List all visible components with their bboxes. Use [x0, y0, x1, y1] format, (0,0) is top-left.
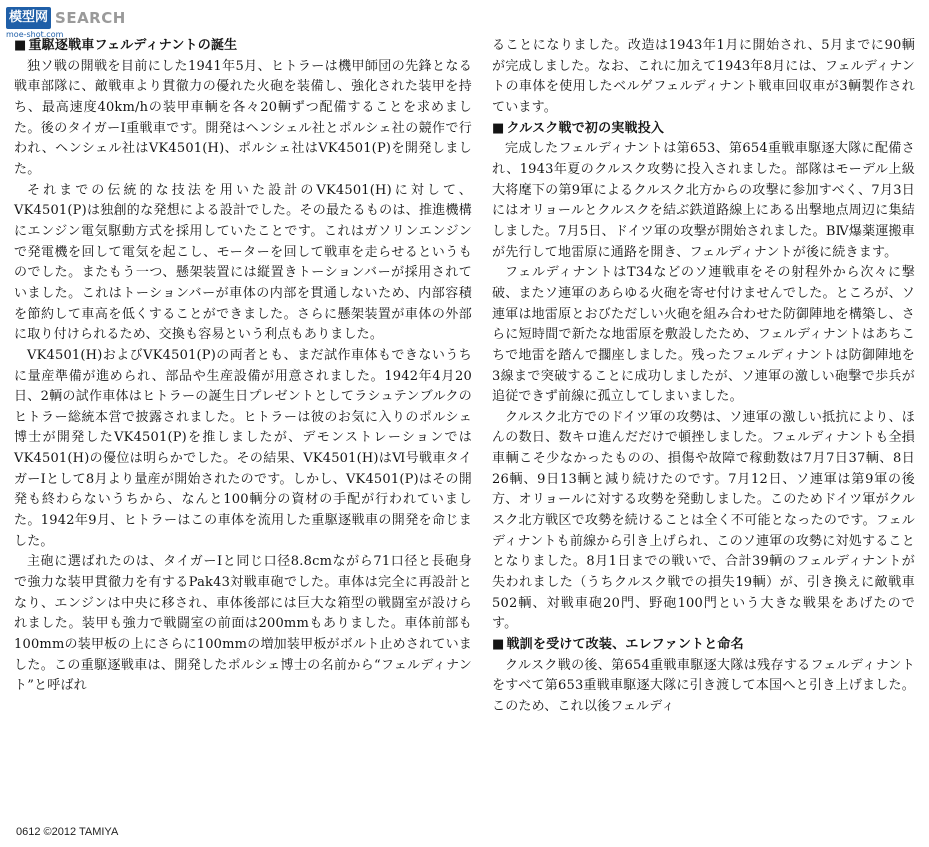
paragraph: それまでの伝統的な技法を用いた設計のVK4501(H)に対して、VK4501(P)は独創的な発想による設計でした。その最たるものは、推進機構にエンジン電気駆動方式を採用していたことです。これはガソリンエンジンで発電機を回して電気を起こし、モーターを回して戦車を走らせるというものでした。またもう一つ、懸架装置には縦置きトーションバーが採用されていました。これはトーションバーが車体の内部を貫通しないため、内部容積を節約して車高を低くすることができました。さらに懸架装置が車体の外部に取り付けられるため、交換も容易という利点もありました。: [14, 182, 472, 343]
paragraph: VK4501(H)およびVK4501(P)の両者とも、まだ試作車体もできないうちに量産準備が進められ、部品や生産設備が用意されました。1942年4月20日、2輌の試作車体はヒトラーの誕生日プレゼントとしてラシュテンブルクのヒトラー総統本営で披露されました。ヒトラーは彼のお気に入りのポルシェ博士が開発したVK4501(P)を推しましたが、デモンストレーションではVK4501(H)の優位は明らかでした。その結果、VK4501(H)はⅥ号戦車タイガーⅠとして8月より量産が開始されたのです。しかし、VK4501(P)はその開発も終わらないうちから、なんと100輌分の資材の手配が行われていました。1942年9月、ヒトラーはこの車体を流用した重駆逐戦車の開発を命じました。: [14, 347, 472, 549]
section-heading-kursk: ■ クルスク戦で初の実戦投入: [492, 119, 915, 140]
watermark-mark: 模型网: [6, 7, 51, 29]
watermark-search-text: SEARCH: [55, 9, 126, 27]
section-heading-elefant: ■ 戦訓を受けて改装、エレファントと命名: [492, 635, 915, 656]
paragraph-continued: ることになりました。改造は1943年1月に開始され、5月までに90輌が完成しました。なお、これに加えて1943年8月には、フェルディナントの車体を使用したベルゲフェルディナント戦車回収車が3輌製作されています。: [492, 38, 915, 115]
watermark-logo: [6, 4, 126, 32]
paragraph: 完成したフェルディナントは第653、第654重戦車駆逐大隊に配備され、1943年夏のクルスク攻勢に投入されました。部隊はモーデル上級大将麾下の第9軍によるクルスク北方からの攻撃に参加すべく、7月3日にはオリョールとクルスクを結ぶ鉄道路線上にある出撃地点周辺に集結しました。7月5日、ドイツ軍の攻撃が開始されました。BⅣ爆薬運搬車が先行して地雷原に通路を開き、フェルディナントが後に続きます。: [492, 141, 915, 260]
left-text-column: [14, 36, 472, 697]
right-text-column: [492, 36, 915, 718]
paragraph: クルスク北方でのドイツ軍の攻勢は、ソ連軍の激しい抵抗により、ほんの数日、数キロ進んだだけで頓挫しました。フェルディナントも全損車輌こそ少なかったものの、損傷や故障で稼動数は7月7日37輌、8日26輌、9日13輌と減り続けたのです。7月12日、ソ連軍は第9軍の後方、オリョールに対する攻勢を発動しました。このためドイツ軍がクルスク北方戦区で攻勢を続けることは全く不可能となったのです。フェルディナントも前線から引き上げられ、このソ連軍の攻勢に対処することとなりました。8月1日までの戦いで、合計39輌のフェルディナントが失われました（うちクルスク戦での損失19輌）が、引き換えに敵戦車502輌、対戦車砲20門、野砲100門という大きな戦果をあげたのです。: [492, 409, 915, 632]
paragraph: フェルディナントはT34などのソ連戦車をその射程外から次々に撃破、またソ連軍のあらゆる火砲を寄せ付けませんでした。ところが、ソ連軍は地雷原とおびただしい火砲を組み合わせた防御陣地を構築し、さらに短時間で新たな地雷原を敷設したため、フェルディナントはあちこちで地雷を踏んで擱座しました。残ったフェルディナントは防御陣地を3線まで突破することに成功しましたが、ソ連軍の激しい砲撃で歩兵が追従できず前線に孤立してしまいました。: [492, 265, 915, 405]
paragraph: 独ソ戦の開戦を目前にした1941年5月、ヒトラーは機甲師団の先鋒となる戦車部隊に、敵戦車より貫徹力の優れた火砲を装備し、強化された装甲を持ち、最高速度40km/hの装甲車輌を各々20輌ずつ配備することを求めました。後のタイガーⅠ重戦車です。開発はヘンシェル社とポルシェ社の競作で行われ、ヘンシェル社はVK4501(H)、ポルシェ社はVK4501(P)を開発しました。: [14, 58, 472, 177]
paragraph: 主砲に選ばれたのは、タイガーⅠと同じ口径8.8cmながら71口径と長砲身で強力な装甲貫徹力を有するPak43対戦車砲でした。車体は完全に再設計となり、エンジンは中央に移され、車体後部には巨大な箱型の戦闘室が設けられました。装甲も強力で戦闘室の前面は200mmもありました。車体前部も100mmの装甲板の上にさらに100mmの増加装甲板がボルト止めされていました。この重駆逐戦車は、開発したポルシェ博士の名前から“フェルディナント”と呼ばれ: [14, 554, 472, 694]
copyright-footer: 0612 ©2012 TAMIYA: [16, 826, 119, 838]
paragraph: クルスク戦の後、第654重戦車駆逐大隊は残存するフェルディナントをすべて第653重戦車駆逐大隊に引き渡して本国へと引き上げました。このため、これ以後フェルディ: [492, 657, 915, 714]
watermark-url: moe-shot.com: [6, 30, 64, 39]
section-heading-birth: ■ 重駆逐戦車フェルディナントの誕生: [14, 36, 472, 57]
